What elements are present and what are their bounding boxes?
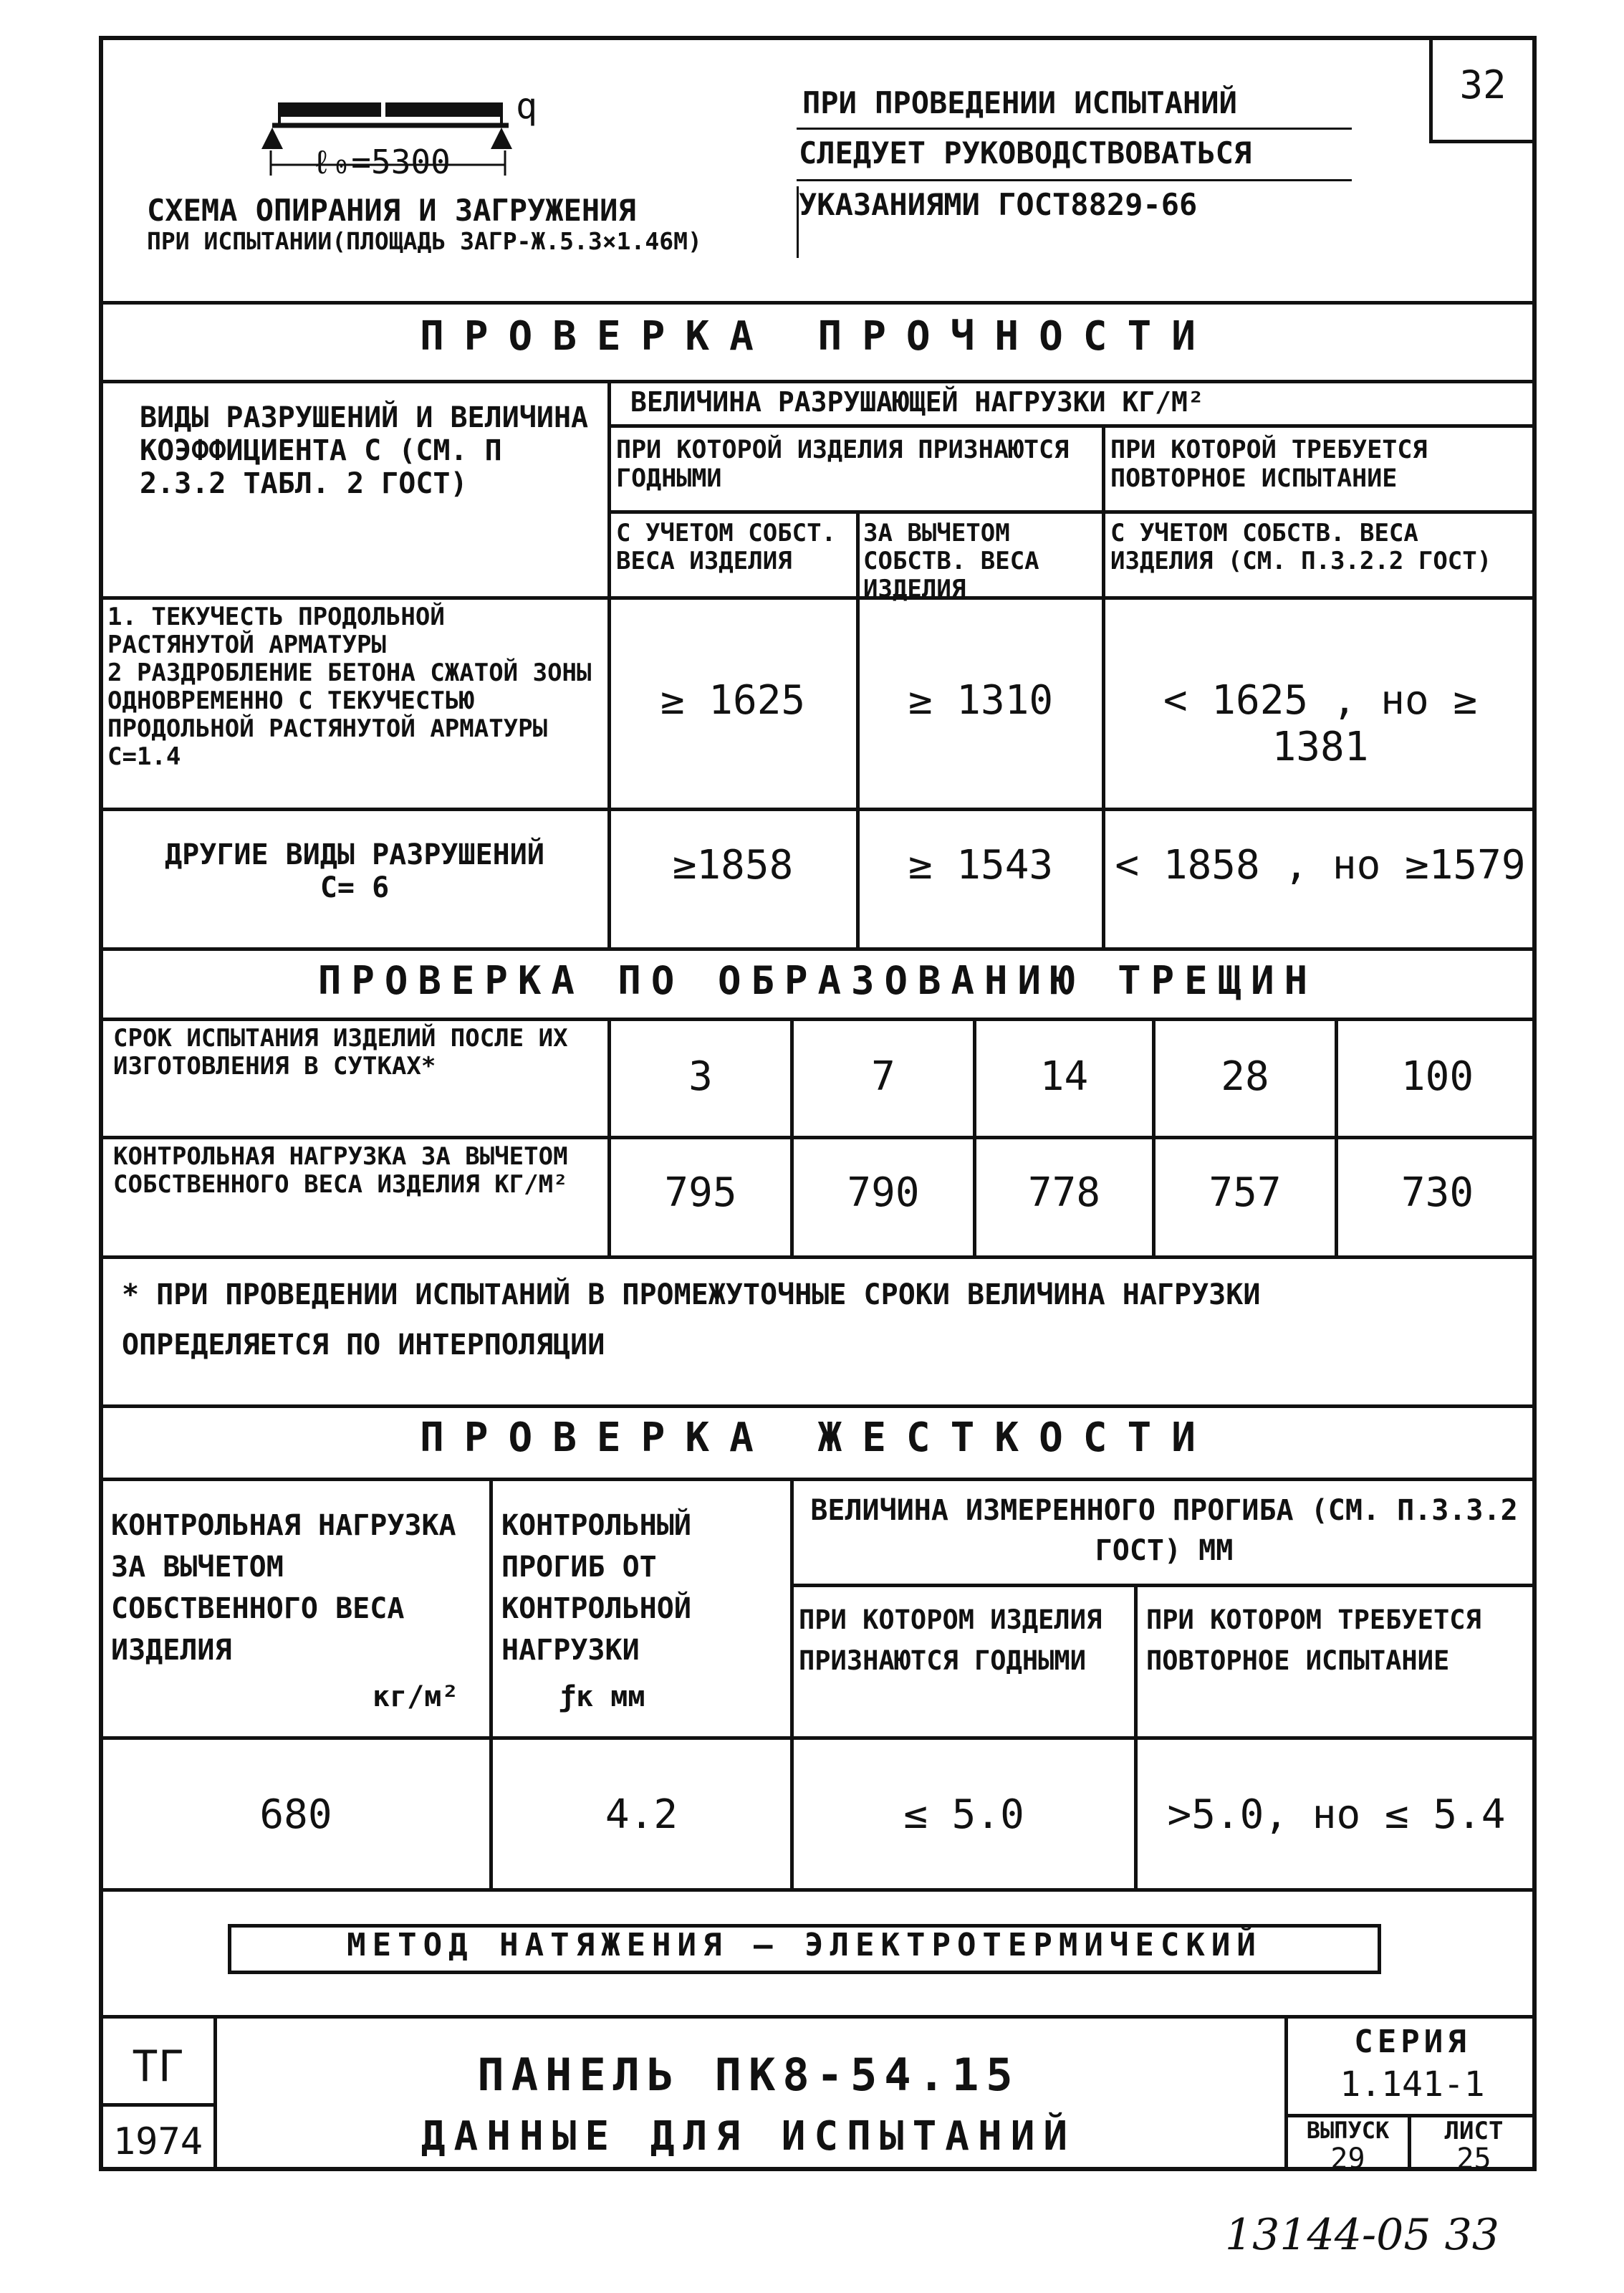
minus-weight-row2: ≥ 1543: [908, 842, 1054, 889]
stiffness-deflection-unit: ƒк мм: [559, 1680, 645, 1713]
crack-day: 14: [1039, 1053, 1089, 1100]
rule: [99, 2103, 215, 2107]
measured-deflection-header: ВЕЛИЧИНА ИЗМЕРЕННОГО ПРОГИБА (СМ. П.3.3.2 ГОСТ) ММ: [810, 1494, 1518, 1567]
load-symbol: q: [516, 85, 538, 127]
crack-load: 757: [1209, 1169, 1282, 1216]
crack-day: 3: [688, 1053, 713, 1100]
with-weight-subheader: С УЧЕТОМ СОБСТ. ВЕСА ИЗДЕЛИЯ: [616, 519, 837, 576]
retest-row2: < 1858 , но ≥1579: [1115, 842, 1526, 889]
series-label: СЕРИЯ: [1354, 2024, 1471, 2060]
note-underline-1: [797, 128, 1352, 130]
stiffness-title: ПРОВЕРКА ЖЕСТКОСТИ: [420, 1414, 1216, 1461]
cracks-load-label: КОНТРОЛЬНАЯ НАГРУЗКА ЗА ВЫЧЕТОМ СОБСТВЕННОГО ВЕСА ИЗДЕЛИЯ КГ/М²: [113, 1142, 568, 1200]
year: 1974: [112, 2120, 203, 2163]
stiffness-load-unit: кг/м²: [373, 1680, 459, 1713]
failure-types-header: ВИДЫ РАЗРУШЕНИЙ И ВЕЛИЧИНА КОЭФФИЦИЕНТА С (СМ. П 2.3.2 ТАБЛ. 2 ГОСТ): [140, 401, 589, 500]
rule: [99, 1018, 1537, 1021]
retest-subheader: С УЧЕТОМ СОБСТВ. ВЕСА ИЗДЕЛИЯ (СМ. П.3.2.2 ГОСТ): [1110, 519, 1492, 576]
stiffness-load-value: 680: [259, 1791, 332, 1838]
crack-load: 790: [847, 1169, 920, 1216]
span-label: ℓ₀=5300: [312, 143, 451, 181]
crack-load: 778: [1027, 1169, 1101, 1216]
stiffness-load-header: КОНТРОЛЬНАЯ НАГРУЗКА ЗА ВЫЧЕТОМ СОБСТВЕННОГО ВЕСА ИЗДЕЛИЯ: [111, 1509, 456, 1667]
note-bracket: [797, 186, 799, 258]
cracks-days-label: СРОК ИСПЫТАНИЯ ИЗДЕЛИЙ ПОСЛЕ ИХ ИЗГОТОВЛЕНИЯ В СУТКАХ*: [113, 1024, 568, 1081]
rule: [607, 424, 1537, 428]
rule: [790, 1584, 1537, 1587]
failure-desc-row2: ДРУГИЕ ВИДЫ РАЗРУШЕНИЙ С= 6: [165, 838, 544, 904]
sheet-number-box-bottom: [1429, 140, 1537, 143]
rule: [99, 1404, 1537, 1408]
retest-header: ПРИ КОТОРОЙ ТРЕБУЕТСЯ ПОВТОРНОЕ ИСПЫТАНИЕ: [1110, 436, 1428, 494]
crack-day: 7: [871, 1053, 895, 1100]
scheme-caption-line1: СХЕМА ОПИРАНИЯ И ЗАГРУЖЕНИЯ: [147, 193, 636, 228]
rule: [99, 1888, 1537, 1892]
rule: [99, 947, 1537, 951]
note-line2: СЛЕДУЕТ РУКОВОДСТВОВАТЬСЯ: [799, 135, 1252, 171]
crack-load: 795: [664, 1169, 737, 1216]
document-title: ДАННЫЕ ДЛЯ ИСПЫТАНИЙ: [421, 2113, 1077, 2160]
rule: [99, 1478, 1537, 1481]
issue-value: 29: [1330, 2143, 1365, 2175]
rule: [99, 301, 1537, 305]
crack-load: 730: [1400, 1169, 1474, 1216]
with-weight-row2: ≥1858: [672, 842, 794, 889]
rule: [99, 380, 1537, 383]
minus-weight-row1: ≥ 1310: [908, 677, 1054, 724]
note-line3: УКАЗАНИЯМИ ГОСТ8829-66: [799, 187, 1198, 222]
rule: [99, 1736, 1537, 1740]
sheet-label: ЛИСТ: [1444, 2117, 1504, 2145]
note-underline-2: [797, 179, 1352, 181]
with-weight-row1: ≥ 1625: [660, 677, 806, 724]
fit-header: ПРИ КОТОРОЙ ИЗДЕЛИЯ ПРИЗНАЮТСЯ ГОДНЫМИ: [616, 436, 1070, 494]
rule: [99, 808, 1537, 811]
retest-row1: < 1625 , но ≥ 1381: [1163, 677, 1478, 770]
distributed-load-icon: [272, 104, 509, 125]
strength-title: ПРОВЕРКА ПРОЧНОСТИ: [420, 313, 1216, 360]
deflection-retest-value: >5.0, но ≤ 5.4: [1167, 1791, 1506, 1838]
series-value: 1.141-1: [1340, 2064, 1485, 2105]
stiffness-deflection-header: КОНТРОЛЬНЫЙ ПРОГИБ ОТ КОНТРОЛЬНОЙ НАГРУЗКИ: [501, 1509, 691, 1667]
failure-desc-row1: 1. ТЕКУЧЕСТЬ ПРОДОЛЬНОЙ РАСТЯНУТОЙ АРМАТУРЫ 2 РАЗДРОБЛЕНИЕ БЕТОНА СЖАТОЙ ЗОНЫ ОДНОВРЕМЕННО С ТЕКУЧЕСТЬЮ ПРОДОЛЬНОЙ РАСТЯНУТОЙ АРМАТУРЫ С=1.4: [107, 603, 592, 772]
archive-stamp: 13144-05 33: [1225, 2210, 1499, 2260]
deflection-fit-header: ПРИ КОТОРОМ ИЗДЕЛИЯ ПРИЗНАЮТСЯ ГОДНЫМИ: [799, 1604, 1102, 1677]
scheme-caption-line2: ПРИ ИСПЫТАНИИ(ПЛОЩАДЬ ЗАГР-Ж.5.3×1.46М): [147, 227, 702, 255]
rule: [99, 2015, 1537, 2019]
cracks-title: ПРОВЕРКА ПО ОБРАЗОВАНИЮ ТРЕЩИН: [317, 958, 1318, 1003]
load-value-header: ВЕЛИЧИНА РАЗРУШАЮЩЕЙ НАГРУЗКИ КГ/М²: [630, 386, 1204, 418]
deflection-retest-header: ПРИ КОТОРОМ ТРЕБУЕТСЯ ПОВТОРНОЕ ИСПЫТАНИЕ: [1146, 1604, 1481, 1677]
tension-method: МЕТОД НАТЯЖЕНИЯ — ЭЛЕКТРОТЕРМИЧЕСКИЙ: [347, 1927, 1262, 1963]
sheet-value: 25: [1456, 2143, 1491, 2175]
stiffness-deflection-value: 4.2: [605, 1791, 678, 1838]
rule: [99, 596, 1537, 600]
crack-day: 28: [1221, 1053, 1269, 1100]
cracks-footnote: * ПРИ ПРОВЕДЕНИИ ИСПЫТАНИЙ В ПРОМЕЖУТОЧНЫЕ СРОКИ ВЕЛИЧИНА НАГРУЗКИ ОПРЕДЕЛЯЕТСЯ ПО ИНТЕРПОЛЯЦИИ: [122, 1278, 1261, 1361]
panel-name: ПАНЕЛЬ ПК8-54.15: [477, 2049, 1020, 2101]
sheet-number: 32: [1459, 62, 1507, 107]
issue-label: ВЫПУСК: [1306, 2117, 1390, 2144]
rule: [99, 1255, 1537, 1259]
rule: [607, 510, 1537, 514]
deflection-fit-value: ≤ 5.0: [903, 1791, 1024, 1838]
rule: [99, 1136, 1537, 1139]
note-line1: ПРИ ПРОВЕДЕНИИ ИСПЫТАНИЙ: [802, 85, 1237, 120]
minus-weight-subheader: ЗА ВЫЧЕТОМ СОБСТВ. ВЕСА ИЗДЕЛИЯ: [863, 519, 1039, 604]
org-code: ТГ: [132, 2041, 184, 2092]
crack-day: 100: [1400, 1053, 1474, 1100]
